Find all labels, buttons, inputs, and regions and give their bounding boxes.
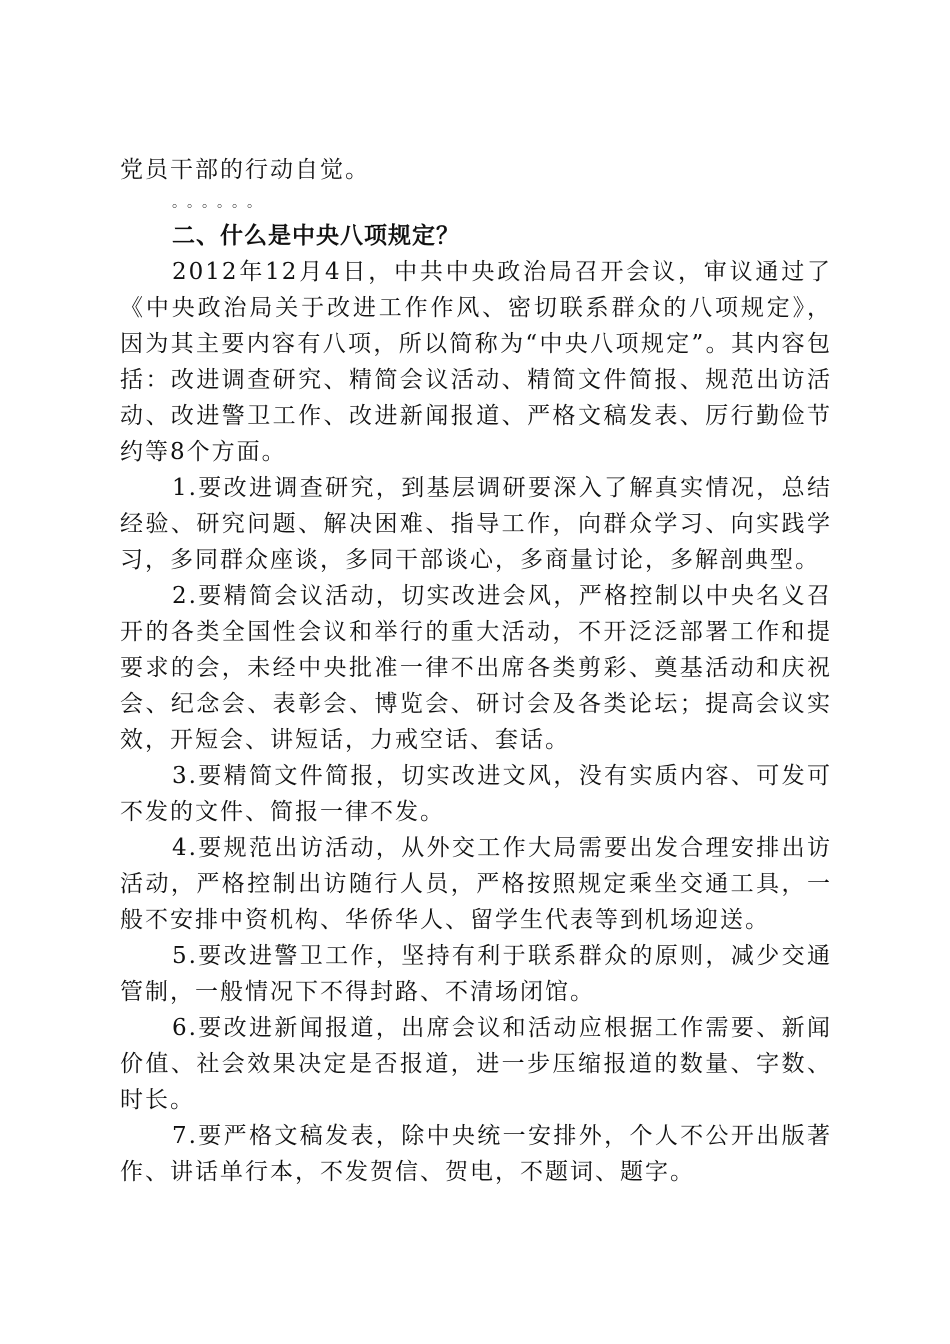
- rule-item-3: 3.要精简文件简报，切实改进文风，没有实质内容、可发可不发的文件、简报一律不发。: [120, 763, 832, 825]
- continuation-paragraph: 党员干部的行动自觉。: [120, 157, 370, 183]
- rule-item-1: 1.要改进调查研究，到基层调研要深入了解真实情况，总结经验、研究问题、解决困难、指导工作，向群众学习、向实践学习，多同群众座谈，多同干部谈心，多商量讨论，多解剖典型。: [120, 475, 832, 573]
- intro-paragraph: 2012年12月4日，中共中央政治局召开会议，审议通过了《中央政治局关于改进工作作风、密切联系群众的八项规定》，因为其主要内容有八项，所以简称为“中央八项规定”。其内容包括：改进调查研究、精简会议活动、精简文件简报、规范出访活动、改进警卫工作、改进新闻报道、严格文稿发表、厉行勤俭节约等8个方面。: [120, 259, 832, 465]
- rule-item-2: 2.要精简会议活动，切实改进会风，严格控制以中央名义召开的各类全国性会议和举行的重大活动，不开泛泛部署工作和提要求的会，未经中央批准一律不出席各类剪彩、奠基活动和庆祝会、纪念会、表彰会、博览会、研讨会及各类论坛；提高会议实效，开短会、讲短话，力戒空话、套话。: [120, 583, 832, 753]
- ellipsis-separator: 。。。。。。: [172, 195, 269, 211]
- rule-item-4: 4.要规范出访活动，从外交工作大局需要出发合理安排出访活动，严格控制出访随行人员，严格按照规定乘坐交通工具，一般不安排中资机构、华侨华人、留学生代表等到机场迎送。: [120, 835, 832, 933]
- section-heading: 二、什么是中央八项规定？: [172, 223, 460, 249]
- rule-item-5: 5.要改进警卫工作，坚持有利于联系群众的原则，减少交通管制，一般情况下不得封路、不清场闭馆。: [120, 943, 832, 1005]
- rule-item-6: 6.要改进新闻报道，出席会议和活动应根据工作需要、新闻价值、社会效果决定是否报道，进一步压缩报道的数量、字数、时长。: [120, 1015, 832, 1113]
- document-page: [120, 152, 832, 1190]
- rule-item-7: 7.要严格文稿发表，除中央统一安排外，个人不公开出版著作、讲话单行本，不发贺信、贺电，不题词、题字。: [120, 1123, 832, 1185]
